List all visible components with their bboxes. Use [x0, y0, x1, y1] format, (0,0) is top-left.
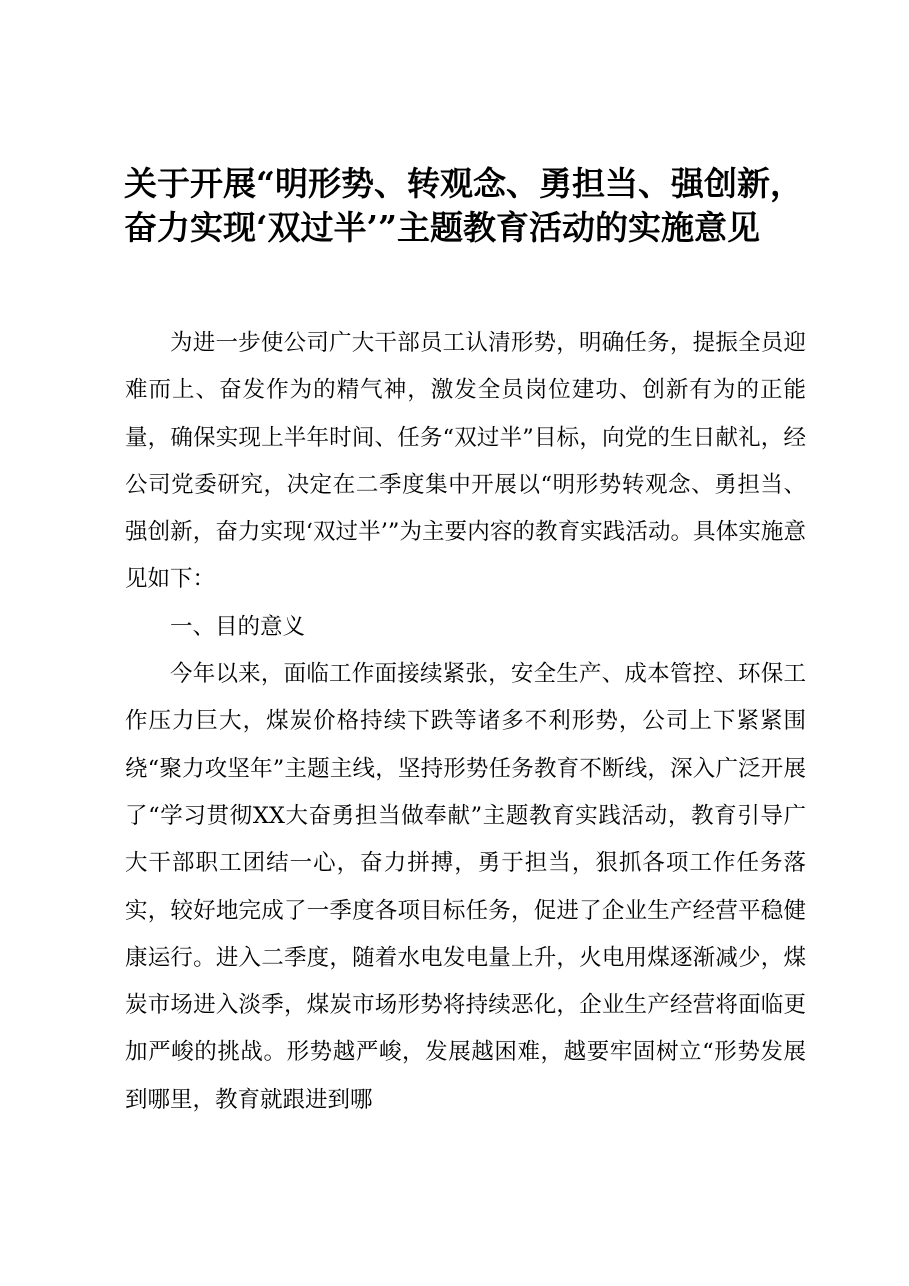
document-body — [125, 320, 806, 1124]
section-heading-purpose: 一、目的意义 — [170, 613, 306, 640]
title-line-2: 奋力实现‘双过半’”主题教育活动的实施意见 — [124, 208, 760, 247]
intro-paragraph: 为进一步使公司广大干部员工认清形势，明确任务，提振全员迎难而上、奋发作为的精气神，激发全员岗位建功、创新有为的正能量，确保实现上半年时间、任务“双过半”目标，向党的生日献礼，经公司党委研究，决定在二季度集中开展以“明形势转观念、勇担当、强创新，奋力实现‘双过半’”为主要内容的教育实践活动。具体实施意见如下： — [125, 330, 806, 593]
document-title — [124, 162, 844, 250]
title-line-1: 关于开展“明形势、转观念、勇担当、强创新， — [124, 164, 803, 203]
purpose-paragraph: 今年以来，面临工作面接续紧张，安全生产、成本管控、环保工作压力巨大，煤炭价格持续下跌等诸多不利形势，公司上下紧紧围绕“聚力攻坚年”主题主线，坚持形势任务教育不断线，深入广泛开展了“学习贯彻XX大奋勇担当做奉献”主题教育实践活动，教育引导广大干部职工团结一心，奋力拼搏，勇于担当，狠抓各项工作任务落实，较好地完成了一季度各项目标任务，促进了企业生产经营平稳健康运行。进入二季度，随着水电发电量上升，火电用煤逐渐减少，煤炭市场进入淡季，煤炭市场形势将持续恶化，企业生产经营将面临更加严峻的挑战。形势越严峻，发展越困难，越要牢固树立“形势发展到哪里，教育就跟进到哪 — [125, 661, 806, 1113]
